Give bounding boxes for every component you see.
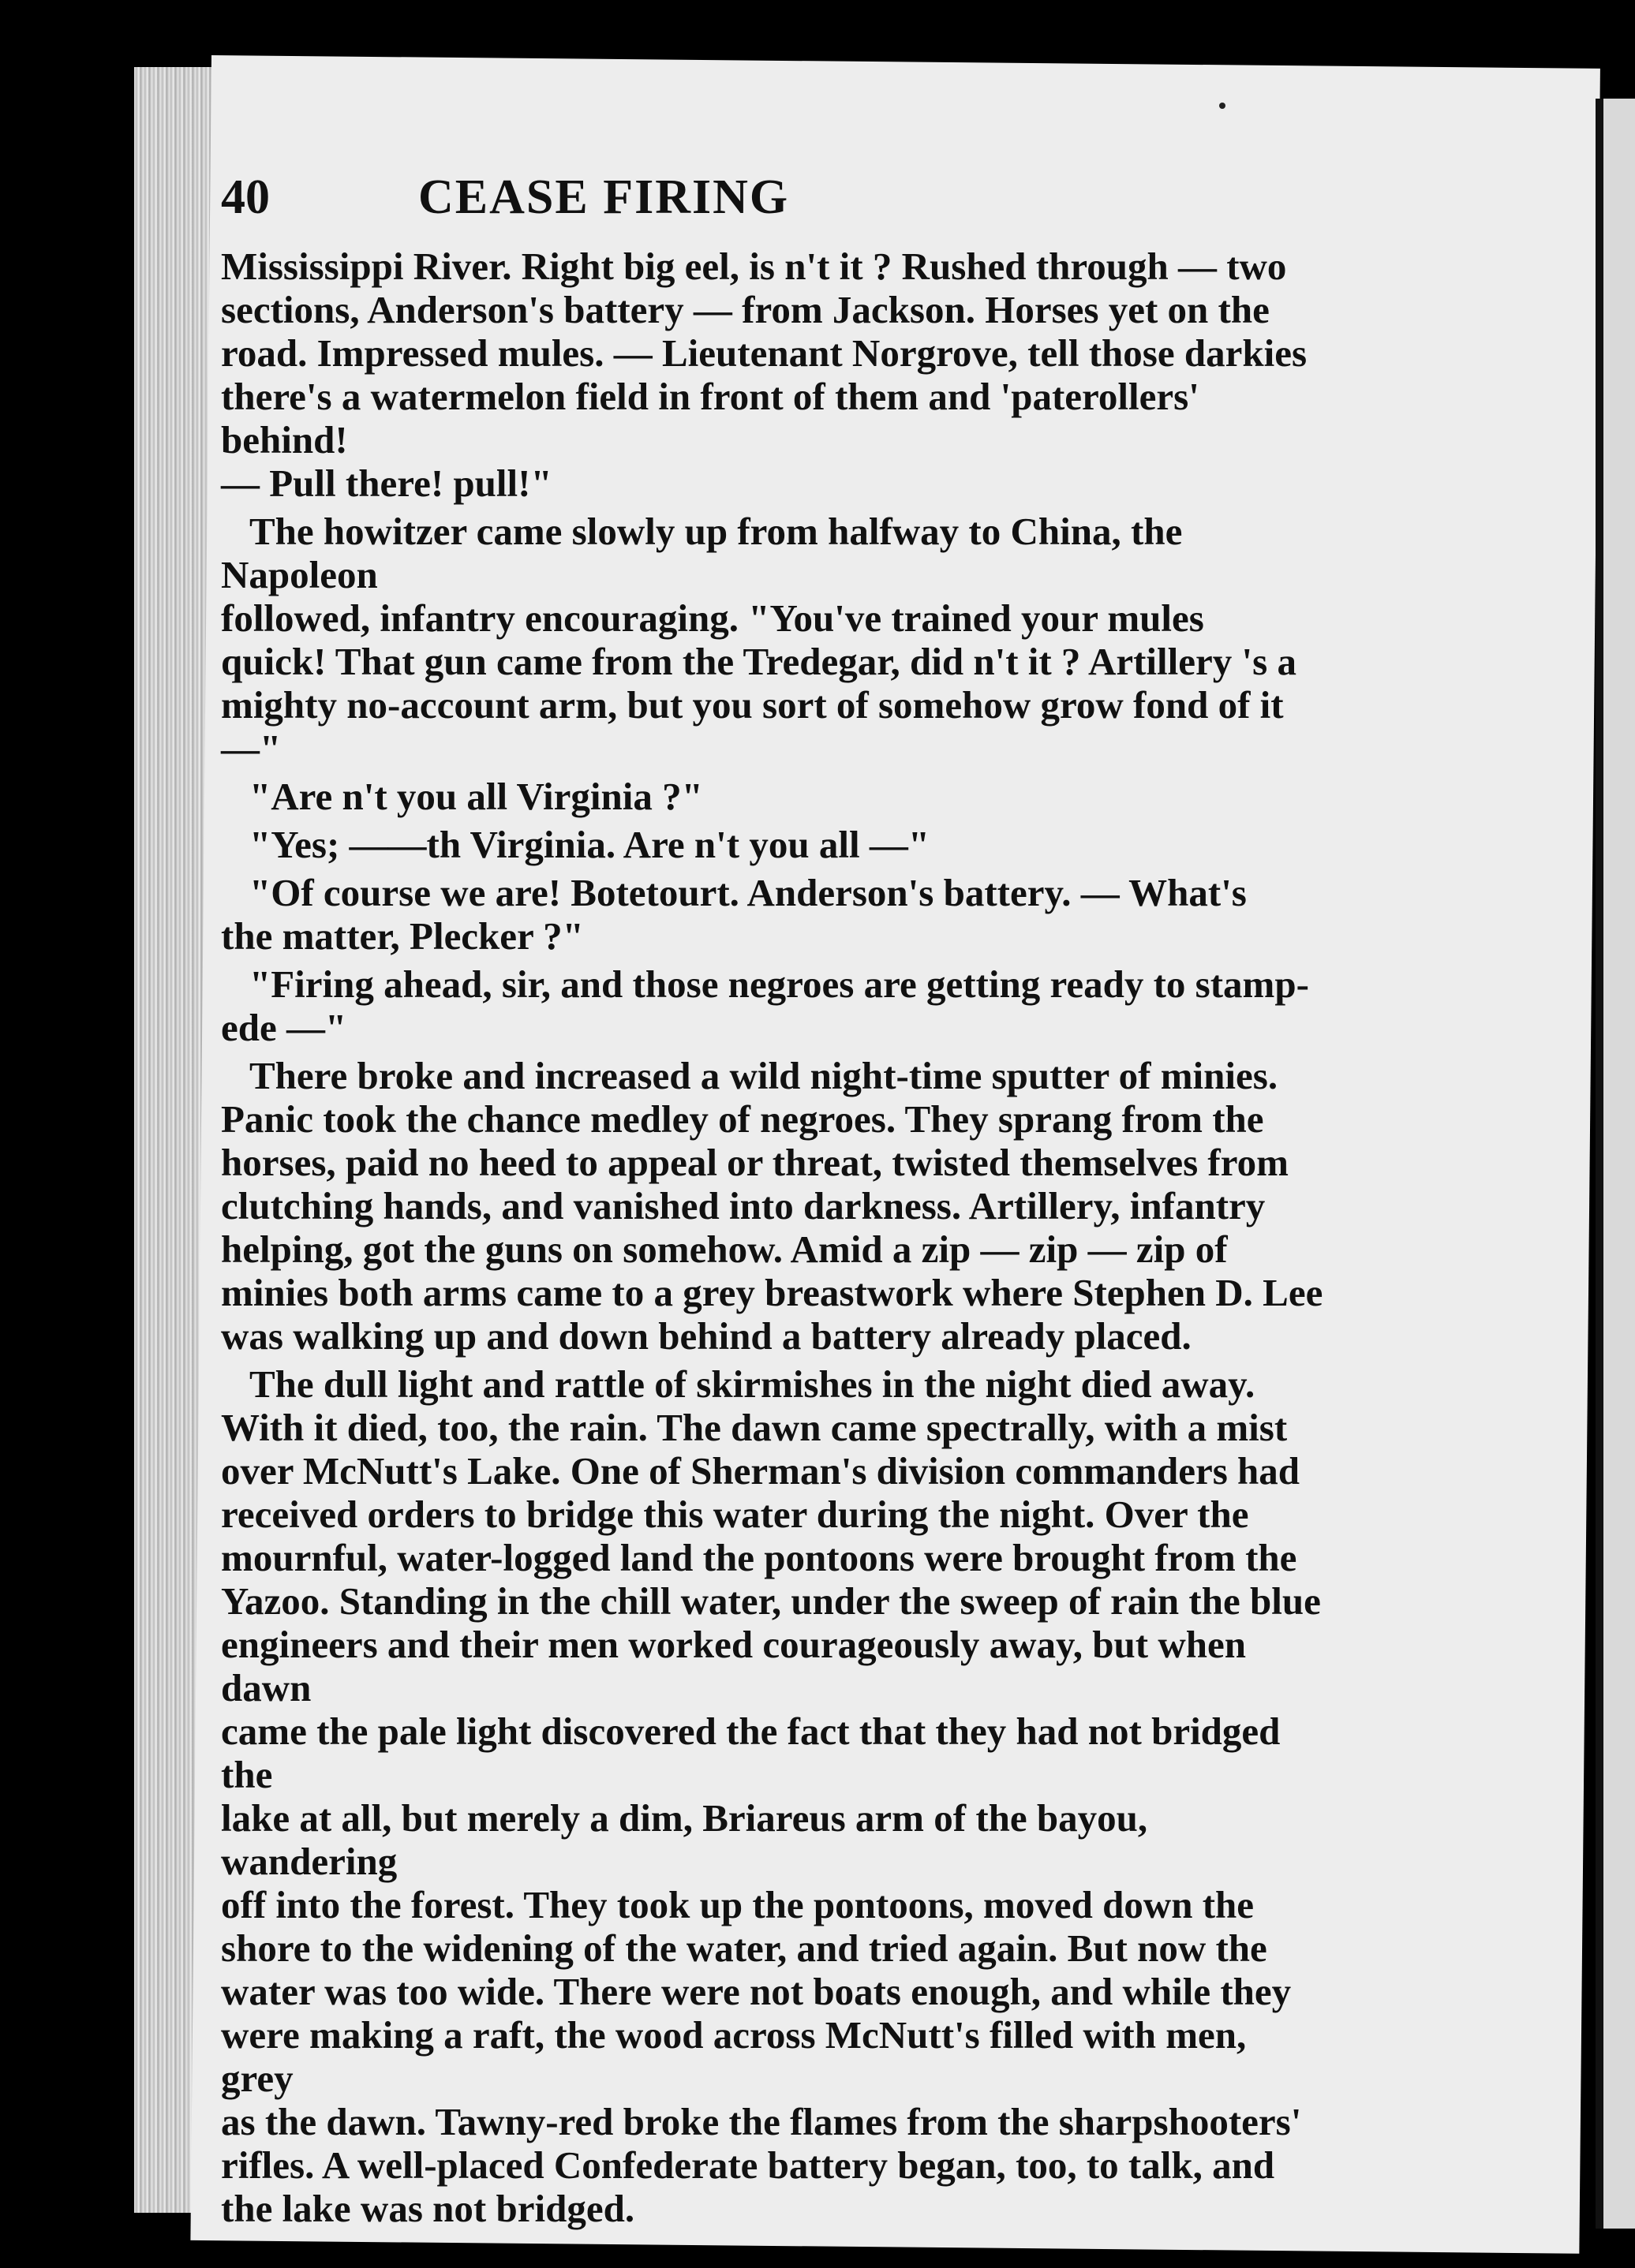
paragraph: The howitzer came slowly up from halfway to China, the Napoleon followed, infantry encouraging. "You've trained your mules quick! That gun came from the Tredegar, did n't it ? Artillery 's a mighty no-account arm, but you sort of somehow grow fond of it —" xyxy=(221,510,1296,770)
paragraph: There broke and increased a wild night-time sputter of minies. Panic took the chance medley of negroes. They sprang from the horses, paid no heed to appeal or threat, twisted themselves from clutching hands, and vanished into darkness. Artillery, infantry helping, got the guns on somehow. Amid a zip — zip — zip of minies both arms came to a grey breastwork where Stephen D. Lee was walking up and down behind a battery already placed. xyxy=(221,1054,1323,1358)
facing-page-edge xyxy=(1596,99,1635,2229)
page-number: 40 xyxy=(221,170,270,224)
paragraph: "Of course we are! Botetourt. Anderson's battery. — What's the matter, Plecker ?" xyxy=(221,871,1247,958)
paragraph: Mississippi River. Right big eel, is n't it ? Rushed through — two sections, Anderson's battery — from Jackson. Horses yet on the road. Impressed mules. — Lieutenant Norgrove, tell those darkies there's a watermelon field in front of them and 'paterollers' behind! — Pull there! pull!" xyxy=(221,245,1308,505)
running-title: CEASE FIRING xyxy=(418,170,790,224)
paragraph: "Firing ahead, sir, and those negroes are getting ready to stamp- ede —" xyxy=(221,962,1309,1049)
page-header xyxy=(221,170,1168,233)
paragraph: "Are n't you all Virginia ?" xyxy=(249,775,703,818)
body-text xyxy=(221,245,1326,2235)
paragraph: The dull light and rattle of skirmishes in the night died away. With it died, too, the rain. The dawn came spectrally, with a mist over McNutt's Lake. One of Sherman's division commanders had received orders to bridge this water during the night. Over the mournful, water-logged land the pontoons were brought from the Yazoo. Standing in the chill water, under the sweep of rain the blue engineers and their men worked courageously away, but when dawn came the pale light discovered the fact that they had not bridged the lake at all, but merely a dim, Briareus arm of the bayou, wandering off into the forest. They took up the pontoons, moved down the shore to the widening of the water, and tried again. But now the water was too wide. There were not boats enough, and while they were making a raft, the wood across McNutt's filled with men, grey as the dawn. Tawny-red broke the flames from the sharpshooters' rifles. A well-placed Confederate battery began, too, to talk, and the lake was not bridged. xyxy=(221,1362,1321,2230)
paragraph: "Yes; ——th Virginia. Are n't you all —" xyxy=(249,823,930,866)
ink-speck xyxy=(1219,103,1225,109)
